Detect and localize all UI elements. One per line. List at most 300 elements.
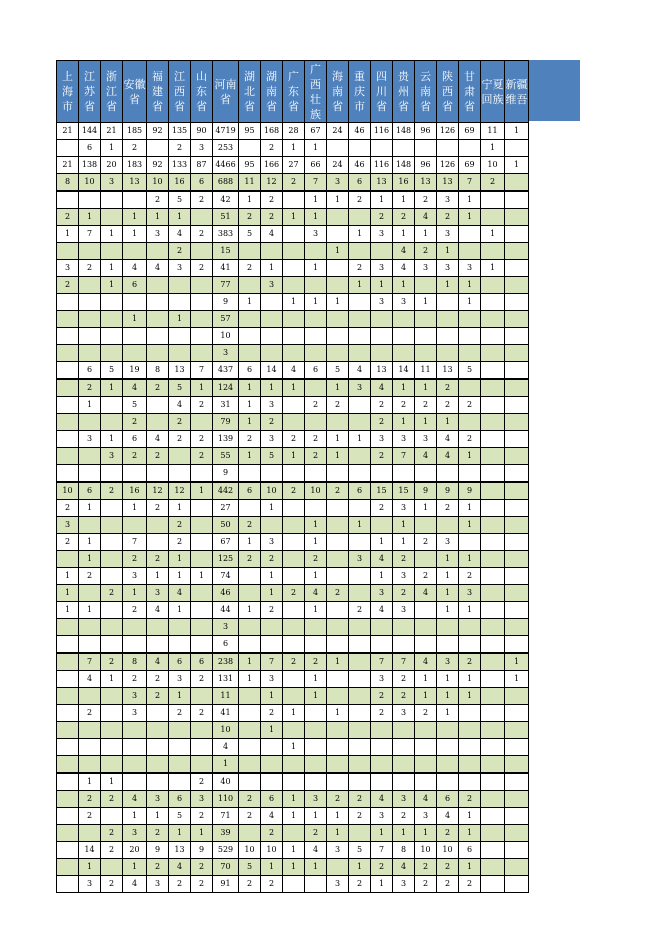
table-cell[interactable] <box>147 397 169 414</box>
table-cell[interactable] <box>327 414 349 431</box>
table-cell[interactable] <box>147 294 169 311</box>
table-cell[interactable]: 2 <box>147 551 169 568</box>
table-cell[interactable] <box>481 243 505 260</box>
table-cell[interactable]: 21 <box>101 123 123 140</box>
table-cell[interactable]: 1 <box>437 585 459 602</box>
table-cell[interactable]: 2 <box>191 226 213 243</box>
table-cell[interactable] <box>283 619 305 636</box>
table-cell[interactable] <box>79 722 101 739</box>
table-cell[interactable]: 1 <box>101 431 123 448</box>
table-cell[interactable] <box>393 345 415 362</box>
table-cell[interactable]: 2 <box>191 260 213 277</box>
table-cell[interactable]: 1 <box>415 500 437 517</box>
table-cell[interactable] <box>239 311 261 328</box>
table-cell[interactable] <box>481 345 505 362</box>
table-cell[interactable] <box>505 311 529 328</box>
table-cell[interactable]: 1 <box>283 859 305 876</box>
table-cell[interactable]: 9 <box>415 482 437 500</box>
table-cell[interactable]: 2 <box>393 397 415 414</box>
table-cell[interactable]: 1 <box>283 294 305 311</box>
table-cell[interactable]: 2 <box>101 482 123 500</box>
table-cell[interactable]: 1 <box>327 705 349 722</box>
table-cell[interactable]: 1 <box>191 825 213 842</box>
table-cell[interactable]: 9 <box>213 294 239 311</box>
table-cell[interactable] <box>437 517 459 534</box>
table-cell[interactable] <box>147 722 169 739</box>
table-cell[interactable]: 12 <box>147 482 169 500</box>
table-cell[interactable] <box>327 722 349 739</box>
table-cell[interactable]: 2 <box>327 482 349 500</box>
table-cell[interactable] <box>349 209 371 226</box>
table-cell[interactable] <box>481 448 505 465</box>
table-cell[interactable] <box>349 688 371 705</box>
table-cell[interactable]: 2 <box>79 379 101 397</box>
table-cell[interactable]: 1 <box>459 671 481 688</box>
table-cell[interactable] <box>393 311 415 328</box>
table-cell[interactable] <box>283 722 305 739</box>
table-cell[interactable]: 6 <box>123 431 147 448</box>
table-cell[interactable]: 3 <box>79 876 101 893</box>
table-cell[interactable]: 5 <box>101 362 123 380</box>
table-cell[interactable]: 1 <box>191 379 213 397</box>
table-cell[interactable]: 7 <box>79 226 101 243</box>
table-cell[interactable] <box>191 328 213 345</box>
table-cell[interactable] <box>393 773 415 791</box>
column-header[interactable]: 广西壮族 <box>305 61 327 123</box>
table-cell[interactable] <box>481 414 505 431</box>
table-cell[interactable]: 3 <box>393 876 415 893</box>
table-cell[interactable]: 10 <box>481 157 505 174</box>
table-cell[interactable] <box>57 414 79 431</box>
table-cell[interactable]: 2 <box>305 653 327 671</box>
table-cell[interactable] <box>169 277 191 294</box>
table-cell[interactable]: 6 <box>349 174 371 192</box>
table-cell[interactable]: 5 <box>349 842 371 859</box>
table-cell[interactable] <box>57 619 79 636</box>
table-cell[interactable] <box>123 619 147 636</box>
table-cell[interactable] <box>147 328 169 345</box>
table-cell[interactable]: 4 <box>123 260 147 277</box>
table-cell[interactable]: 11 <box>481 123 505 140</box>
table-cell[interactable] <box>505 226 529 243</box>
table-cell[interactable]: 11 <box>415 362 437 380</box>
table-cell[interactable] <box>371 517 393 534</box>
table-cell[interactable]: 1 <box>123 585 147 602</box>
table-cell[interactable] <box>505 345 529 362</box>
table-cell[interactable] <box>305 722 327 739</box>
table-cell[interactable] <box>191 534 213 551</box>
table-cell[interactable] <box>327 756 349 774</box>
table-cell[interactable]: 92 <box>147 123 169 140</box>
table-cell[interactable]: 1 <box>261 688 283 705</box>
table-cell[interactable] <box>459 705 481 722</box>
table-cell[interactable] <box>327 636 349 654</box>
table-cell[interactable] <box>415 773 437 791</box>
table-cell[interactable] <box>283 260 305 277</box>
table-cell[interactable]: 1 <box>101 277 123 294</box>
table-cell[interactable]: 1 <box>261 568 283 585</box>
table-cell[interactable] <box>437 636 459 654</box>
table-cell[interactable]: 1 <box>393 414 415 431</box>
table-cell[interactable]: 5 <box>261 448 283 465</box>
table-cell[interactable] <box>349 397 371 414</box>
table-cell[interactable]: 1 <box>481 260 505 277</box>
table-cell[interactable]: 77 <box>213 277 239 294</box>
table-cell[interactable] <box>169 756 191 774</box>
table-cell[interactable] <box>327 619 349 636</box>
table-cell[interactable] <box>305 773 327 791</box>
table-cell[interactable] <box>393 140 415 157</box>
table-cell[interactable]: 10 <box>437 842 459 859</box>
table-cell[interactable]: 3 <box>123 825 147 842</box>
table-cell[interactable]: 1 <box>415 688 437 705</box>
table-cell[interactable] <box>393 739 415 756</box>
table-cell[interactable]: 2 <box>393 671 415 688</box>
table-cell[interactable] <box>283 568 305 585</box>
table-cell[interactable]: 2 <box>147 191 169 209</box>
table-cell[interactable]: 1 <box>283 705 305 722</box>
table-cell[interactable]: 6 <box>191 174 213 192</box>
table-cell[interactable]: 2 <box>123 551 147 568</box>
table-cell[interactable]: 1 <box>79 859 101 876</box>
table-cell[interactable]: 3 <box>437 226 459 243</box>
table-cell[interactable] <box>415 277 437 294</box>
table-cell[interactable]: 7 <box>393 653 415 671</box>
table-cell[interactable]: 4 <box>349 362 371 380</box>
table-cell[interactable] <box>505 191 529 209</box>
table-cell[interactable]: 1 <box>371 568 393 585</box>
table-cell[interactable]: 2 <box>371 414 393 431</box>
table-cell[interactable] <box>147 243 169 260</box>
table-cell[interactable]: 4 <box>283 362 305 380</box>
table-cell[interactable]: 1 <box>393 277 415 294</box>
table-cell[interactable]: 74 <box>213 568 239 585</box>
table-cell[interactable]: 3 <box>371 671 393 688</box>
table-cell[interactable] <box>191 722 213 739</box>
table-cell[interactable]: 2 <box>261 602 283 619</box>
table-cell[interactable]: 2 <box>101 842 123 859</box>
table-cell[interactable]: 4 <box>169 859 191 876</box>
table-cell[interactable]: 116 <box>371 123 393 140</box>
table-cell[interactable]: 1 <box>101 260 123 277</box>
table-cell[interactable] <box>57 636 79 654</box>
table-cell[interactable] <box>57 825 79 842</box>
table-cell[interactable] <box>261 517 283 534</box>
table-cell[interactable] <box>327 517 349 534</box>
table-cell[interactable] <box>101 243 123 260</box>
table-cell[interactable]: 4 <box>123 379 147 397</box>
table-cell[interactable]: 2 <box>101 825 123 842</box>
table-cell[interactable]: 1 <box>371 876 393 893</box>
table-cell[interactable]: 135 <box>169 123 191 140</box>
table-cell[interactable]: 4 <box>147 602 169 619</box>
table-cell[interactable] <box>169 739 191 756</box>
table-cell[interactable] <box>349 568 371 585</box>
table-cell[interactable] <box>261 328 283 345</box>
table-cell[interactable] <box>349 345 371 362</box>
table-cell[interactable] <box>505 379 529 397</box>
table-cell[interactable] <box>191 756 213 774</box>
table-cell[interactable] <box>305 636 327 654</box>
table-cell[interactable]: 4 <box>123 876 147 893</box>
table-cell[interactable] <box>169 294 191 311</box>
table-cell[interactable] <box>415 551 437 568</box>
column-header[interactable]: 安徽省 <box>123 61 147 123</box>
table-cell[interactable] <box>481 808 505 825</box>
table-cell[interactable]: 2 <box>349 602 371 619</box>
table-cell[interactable] <box>481 294 505 311</box>
table-cell[interactable]: 4 <box>169 226 191 243</box>
table-cell[interactable] <box>283 226 305 243</box>
table-cell[interactable]: 13 <box>437 174 459 192</box>
table-cell[interactable] <box>79 191 101 209</box>
table-cell[interactable]: 2 <box>79 568 101 585</box>
table-cell[interactable]: 2 <box>437 825 459 842</box>
table-cell[interactable] <box>349 465 371 483</box>
table-cell[interactable] <box>327 773 349 791</box>
table-cell[interactable]: 2 <box>349 791 371 808</box>
table-cell[interactable]: 67 <box>305 123 327 140</box>
table-cell[interactable] <box>459 140 481 157</box>
table-cell[interactable] <box>481 722 505 739</box>
table-cell[interactable] <box>349 414 371 431</box>
table-cell[interactable]: 2 <box>191 859 213 876</box>
table-cell[interactable]: 1 <box>169 209 191 226</box>
table-cell[interactable] <box>79 414 101 431</box>
table-cell[interactable]: 4 <box>213 739 239 756</box>
table-cell[interactable]: 1 <box>305 808 327 825</box>
table-cell[interactable] <box>123 465 147 483</box>
table-cell[interactable] <box>57 876 79 893</box>
table-cell[interactable]: 1 <box>169 602 191 619</box>
column-header[interactable]: 浙江省 <box>101 61 123 123</box>
table-cell[interactable] <box>327 226 349 243</box>
table-cell[interactable] <box>57 791 79 808</box>
table-cell[interactable]: 1 <box>437 243 459 260</box>
table-cell[interactable]: 2 <box>239 517 261 534</box>
table-cell[interactable] <box>305 243 327 260</box>
table-cell[interactable] <box>147 636 169 654</box>
table-cell[interactable]: 4 <box>305 842 327 859</box>
table-cell[interactable]: 16 <box>393 174 415 192</box>
table-cell[interactable] <box>481 362 505 380</box>
table-cell[interactable] <box>505 517 529 534</box>
table-cell[interactable] <box>101 722 123 739</box>
table-cell[interactable] <box>57 397 79 414</box>
table-cell[interactable] <box>239 722 261 739</box>
table-cell[interactable]: 3 <box>371 294 393 311</box>
table-cell[interactable]: 2 <box>393 688 415 705</box>
table-cell[interactable] <box>505 243 529 260</box>
table-cell[interactable]: 3 <box>327 174 349 192</box>
table-cell[interactable]: 1 <box>239 397 261 414</box>
table-cell[interactable] <box>239 140 261 157</box>
table-cell[interactable] <box>191 345 213 362</box>
table-cell[interactable]: 2 <box>415 876 437 893</box>
table-cell[interactable] <box>169 345 191 362</box>
table-cell[interactable]: 3 <box>101 448 123 465</box>
table-cell[interactable]: 1 <box>101 226 123 243</box>
table-cell[interactable]: 1 <box>459 277 481 294</box>
table-cell[interactable] <box>349 825 371 842</box>
table-cell[interactable]: 1 <box>123 500 147 517</box>
table-cell[interactable] <box>261 345 283 362</box>
table-cell[interactable] <box>305 465 327 483</box>
table-cell[interactable]: 1 <box>327 191 349 209</box>
table-cell[interactable] <box>305 739 327 756</box>
table-cell[interactable] <box>505 756 529 774</box>
table-cell[interactable]: 2 <box>437 209 459 226</box>
table-cell[interactable]: 1 <box>505 157 529 174</box>
table-cell[interactable] <box>393 465 415 483</box>
table-cell[interactable]: 1 <box>305 260 327 277</box>
table-cell[interactable] <box>101 551 123 568</box>
table-cell[interactable]: 3 <box>123 568 147 585</box>
table-cell[interactable]: 3 <box>349 551 371 568</box>
table-cell[interactable]: 1 <box>327 825 349 842</box>
table-cell[interactable]: 2 <box>349 191 371 209</box>
table-cell[interactable]: 2 <box>191 808 213 825</box>
table-cell[interactable]: 2 <box>415 397 437 414</box>
table-cell[interactable]: 2 <box>169 140 191 157</box>
table-cell[interactable]: 1 <box>147 808 169 825</box>
table-cell[interactable] <box>191 311 213 328</box>
table-cell[interactable] <box>57 551 79 568</box>
table-cell[interactable]: 1 <box>393 517 415 534</box>
table-cell[interactable]: 13 <box>371 362 393 380</box>
table-cell[interactable]: 1 <box>437 551 459 568</box>
table-cell[interactable] <box>79 243 101 260</box>
table-cell[interactable] <box>437 773 459 791</box>
column-header[interactable]: 江西省 <box>169 61 191 123</box>
table-cell[interactable]: 3 <box>371 808 393 825</box>
table-cell[interactable] <box>305 414 327 431</box>
table-cell[interactable]: 13 <box>123 174 147 192</box>
table-cell[interactable]: 5 <box>169 191 191 209</box>
table-cell[interactable] <box>261 739 283 756</box>
table-cell[interactable]: 1 <box>79 551 101 568</box>
table-cell[interactable] <box>191 739 213 756</box>
table-cell[interactable] <box>459 739 481 756</box>
table-cell[interactable] <box>505 260 529 277</box>
table-cell[interactable]: 1 <box>239 534 261 551</box>
table-cell[interactable] <box>123 773 147 791</box>
table-cell[interactable] <box>191 585 213 602</box>
table-cell[interactable] <box>239 825 261 842</box>
table-cell[interactable]: 14 <box>79 842 101 859</box>
table-cell[interactable] <box>437 311 459 328</box>
table-cell[interactable] <box>481 397 505 414</box>
table-cell[interactable]: 41 <box>213 260 239 277</box>
table-cell[interactable]: 3 <box>459 585 481 602</box>
table-cell[interactable]: 24 <box>327 157 349 174</box>
table-cell[interactable] <box>283 602 305 619</box>
table-cell[interactable] <box>79 328 101 345</box>
table-cell[interactable]: 20 <box>123 842 147 859</box>
table-cell[interactable] <box>349 328 371 345</box>
table-cell[interactable]: 27 <box>283 157 305 174</box>
table-cell[interactable]: 3 <box>349 379 371 397</box>
table-cell[interactable]: 1 <box>459 825 481 842</box>
table-cell[interactable] <box>283 345 305 362</box>
table-cell[interactable] <box>415 602 437 619</box>
table-cell[interactable]: 2 <box>305 825 327 842</box>
table-cell[interactable] <box>169 448 191 465</box>
table-cell[interactable]: 6 <box>437 791 459 808</box>
table-cell[interactable]: 44 <box>213 602 239 619</box>
table-cell[interactable] <box>505 465 529 483</box>
table-cell[interactable]: 1 <box>283 448 305 465</box>
table-cell[interactable] <box>191 551 213 568</box>
table-cell[interactable] <box>101 414 123 431</box>
table-cell[interactable]: 1 <box>261 722 283 739</box>
table-cell[interactable] <box>415 311 437 328</box>
table-cell[interactable]: 1 <box>349 517 371 534</box>
table-cell[interactable]: 3 <box>327 876 349 893</box>
table-cell[interactable] <box>481 756 505 774</box>
table-cell[interactable]: 70 <box>213 859 239 876</box>
table-cell[interactable]: 4 <box>371 791 393 808</box>
table-cell[interactable]: 2 <box>261 140 283 157</box>
table-cell[interactable] <box>481 379 505 397</box>
table-cell[interactable] <box>481 517 505 534</box>
table-cell[interactable] <box>57 859 79 876</box>
table-cell[interactable]: 1 <box>79 397 101 414</box>
table-cell[interactable] <box>327 500 349 517</box>
table-cell[interactable] <box>459 311 481 328</box>
table-cell[interactable]: 238 <box>213 653 239 671</box>
table-cell[interactable] <box>327 568 349 585</box>
table-cell[interactable]: 2 <box>169 431 191 448</box>
column-header[interactable]: 宁夏回族 <box>481 61 505 123</box>
table-cell[interactable] <box>123 739 147 756</box>
table-cell[interactable] <box>371 773 393 791</box>
table-cell[interactable] <box>57 756 79 774</box>
table-cell[interactable]: 2 <box>261 825 283 842</box>
table-cell[interactable] <box>57 328 79 345</box>
table-cell[interactable]: 2 <box>191 397 213 414</box>
table-cell[interactable]: 1 <box>239 379 261 397</box>
table-cell[interactable] <box>239 756 261 774</box>
table-cell[interactable] <box>239 619 261 636</box>
table-cell[interactable] <box>239 345 261 362</box>
table-cell[interactable] <box>191 414 213 431</box>
table-cell[interactable]: 2 <box>147 688 169 705</box>
table-cell[interactable] <box>283 825 305 842</box>
table-cell[interactable]: 1 <box>283 808 305 825</box>
table-cell[interactable] <box>481 636 505 654</box>
table-cell[interactable] <box>349 653 371 671</box>
table-cell[interactable]: 10 <box>213 722 239 739</box>
table-cell[interactable]: 2 <box>305 397 327 414</box>
table-cell[interactable]: 1 <box>327 294 349 311</box>
table-cell[interactable]: 133 <box>169 157 191 174</box>
table-cell[interactable]: 5 <box>327 362 349 380</box>
table-cell[interactable]: 9 <box>147 842 169 859</box>
table-cell[interactable]: 1 <box>169 568 191 585</box>
table-cell[interactable] <box>123 294 147 311</box>
table-cell[interactable]: 8 <box>57 174 79 192</box>
table-cell[interactable]: 1 <box>169 825 191 842</box>
table-cell[interactable] <box>191 636 213 654</box>
table-cell[interactable]: 3 <box>191 791 213 808</box>
table-cell[interactable]: 11 <box>213 688 239 705</box>
table-cell[interactable]: 7 <box>191 362 213 380</box>
table-cell[interactable]: 1 <box>147 209 169 226</box>
table-cell[interactable] <box>147 756 169 774</box>
table-cell[interactable] <box>505 722 529 739</box>
table-cell[interactable]: 1 <box>169 500 191 517</box>
